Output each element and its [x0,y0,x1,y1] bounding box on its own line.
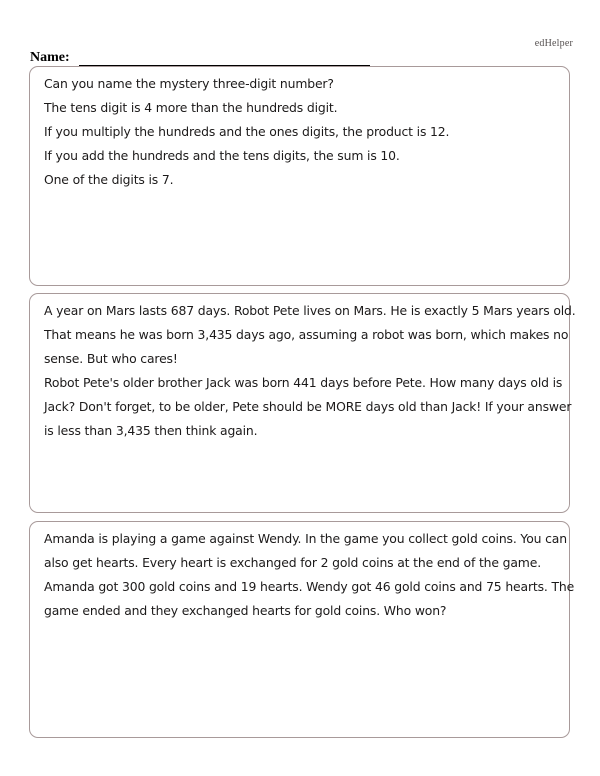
problem-box-3 [29,521,575,738]
problem-line: sense. But who cares! [44,351,178,366]
problem-box-1 [29,66,570,286]
problem-line: Robot Pete's older brother Jack was born 441 days before Pete. How many days old is [44,375,563,390]
problem-line: One of the digits is 7. [44,172,174,187]
problem-1-text [44,72,557,192]
problem-line: game ended and they exchanged hearts for gold coins. Who won? [44,603,447,618]
problem-line: If you add the hundreds and the tens digits, the sum is 10. [44,148,400,163]
problem-line: The tens digit is 4 more than the hundreds digit. [44,100,338,115]
problem-line: Can you name the mystery three-digit number? [44,76,334,91]
problem-line: If you multiply the hundreds and the ones digits, the product is 12. [44,124,450,139]
problem-line: Jack? Don't forget, to be older, Pete should be MORE days old than Jack! If your answer [44,399,572,414]
edhelper-logo: edHelper [534,38,573,49]
problem-3-text [44,527,575,623]
name-label: Name: [30,50,70,65]
problem-line: A year on Mars lasts 687 days. Robot Pete lives on Mars. He is exactly 5 Mars years old. [44,303,576,318]
problem-line: also get hearts. Every heart is exchanged for 2 gold coins at the end of the game. [44,555,541,570]
problem-line: Amanda got 300 gold coins and 19 hearts. Wendy got 46 gold coins and 75 hearts. The [44,579,575,594]
problem-line: is less than 3,435 then think again. [44,423,258,438]
problem-2-text [44,299,576,443]
problem-line: Amanda is playing a game against Wendy. In the game you collect gold coins. You can [44,531,567,546]
problem-line: That means he was born 3,435 days ago, assuming a robot was born, which makes no [44,327,569,342]
problem-box-2 [29,293,576,513]
